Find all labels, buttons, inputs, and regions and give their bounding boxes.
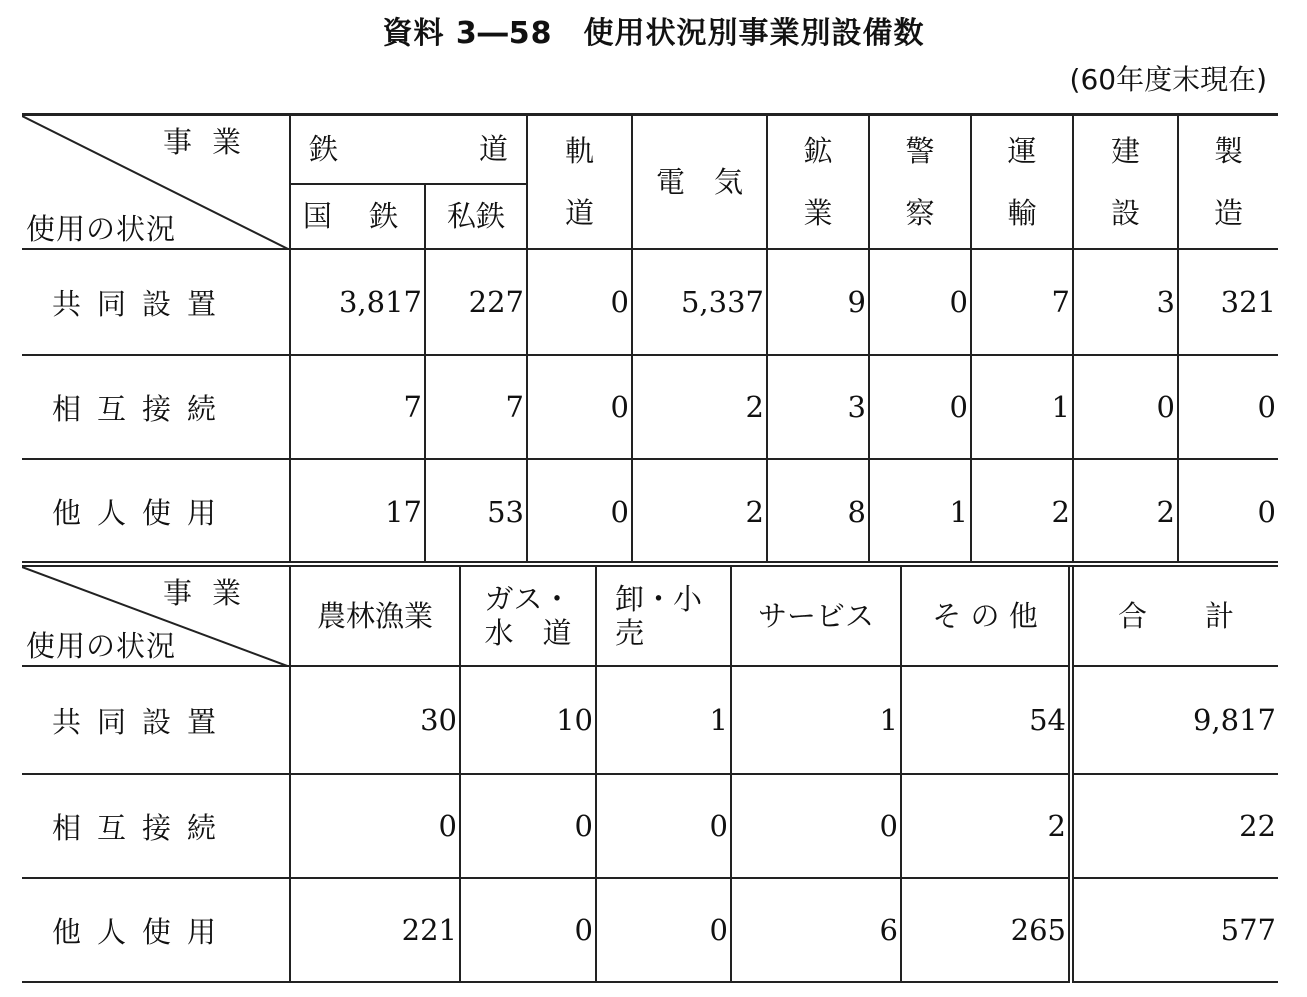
table-cell: 1 — [596, 666, 731, 774]
h-bottom: 設 — [1110, 196, 1140, 230]
table-cell: 0 — [527, 355, 632, 459]
header-other: そ の 他 — [901, 564, 1071, 666]
header-mining — [767, 115, 869, 250]
table-cell: 1 — [971, 355, 1073, 459]
table-cell: 577 — [1071, 878, 1278, 982]
table-cell: 22 — [1071, 774, 1278, 878]
h-top: 製 — [1213, 134, 1243, 168]
header-police — [869, 115, 971, 250]
h-top: 卸・小 — [615, 582, 703, 616]
table-cell: 0 — [1178, 355, 1278, 459]
h-bottom: 業 — [803, 196, 833, 230]
table-cell: 1 — [869, 459, 971, 563]
table-cell: 2 — [1073, 459, 1178, 563]
header-service: サービス — [731, 564, 901, 666]
table-cell: 0 — [596, 878, 731, 982]
table-cell: 53 — [425, 459, 527, 563]
table-cell: 221 — [290, 878, 460, 982]
corner-top-label: 事業 — [162, 576, 261, 610]
table-cell: 17 — [290, 459, 425, 563]
corner-bottom-label: 使用の状況 — [26, 212, 177, 246]
h-top: 建 — [1110, 134, 1140, 168]
table-cell: 265 — [901, 878, 1071, 982]
header-railway-a: 鉄 — [309, 132, 339, 167]
table-cell: 0 — [460, 774, 596, 878]
header-jnr: 国 鉄 — [290, 184, 425, 249]
h-bottom: 輸 — [1007, 196, 1037, 230]
table-cell: 2 — [632, 355, 767, 459]
h-bottom: 売 — [615, 616, 645, 650]
header-agriculture: 農林漁業 — [290, 564, 460, 666]
table-cell: 0 — [869, 249, 971, 355]
header-transport — [971, 115, 1073, 250]
h-top: 鉱 — [803, 134, 833, 168]
row-label: 相互接続 — [22, 774, 290, 878]
table-cell: 3,817 — [290, 249, 425, 355]
table-cell: 7 — [290, 355, 425, 459]
row-label: 他人使用 — [22, 878, 290, 982]
date-note: (60年度末現在) — [1069, 63, 1267, 96]
h-top: 軌 — [564, 134, 594, 168]
table-cell: 30 — [290, 666, 460, 774]
table-cell: 2 — [632, 459, 767, 563]
header-gas-water — [460, 564, 596, 666]
table-cell: 2 — [901, 774, 1071, 878]
table-2 — [22, 561, 1278, 983]
h-top: ガス・ — [484, 582, 572, 616]
table-cell: 3 — [1073, 249, 1178, 355]
table-cell: 0 — [460, 878, 596, 982]
header-wholesale-retail — [596, 564, 731, 666]
table-cell: 0 — [527, 249, 632, 355]
table-cell: 9,817 — [1071, 666, 1278, 774]
h-bottom: 造 — [1213, 196, 1243, 230]
table-cell: 227 — [425, 249, 527, 355]
header-construction — [1073, 115, 1178, 250]
table-cell: 9 — [767, 249, 869, 355]
table-cell: 10 — [460, 666, 596, 774]
table-cell: 321 — [1178, 249, 1278, 355]
header-electric — [632, 115, 767, 250]
row-label: 相互接続 — [22, 355, 290, 459]
table-cell: 54 — [901, 666, 1071, 774]
table-cell: 5,337 — [632, 249, 767, 355]
h-top: 警 — [905, 134, 935, 168]
row-label: 他人使用 — [22, 459, 290, 563]
header-total: 合 計 — [1071, 564, 1278, 666]
table-cell: 0 — [1073, 355, 1178, 459]
table-cell: 0 — [290, 774, 460, 878]
header-railway — [290, 115, 527, 184]
table-cell: 0 — [527, 459, 632, 563]
h-single: 電 気 — [655, 165, 743, 199]
table-cell: 7 — [971, 249, 1073, 355]
corner-cell — [22, 115, 290, 250]
h-bottom: 道 — [564, 196, 594, 230]
header-manufacturing — [1178, 115, 1278, 250]
table-cell: 0 — [731, 774, 901, 878]
header-railway-b: 道 — [478, 132, 508, 167]
table-cell: 1 — [731, 666, 901, 774]
table-cell: 6 — [731, 878, 901, 982]
h-bottom: 水 道 — [484, 616, 572, 650]
table-cell: 8 — [767, 459, 869, 563]
h-bottom: 察 — [905, 196, 935, 230]
h-top: 運 — [1007, 134, 1037, 168]
corner-cell — [22, 564, 290, 666]
table-1 — [22, 113, 1278, 563]
row-label: 共同設置 — [22, 249, 290, 355]
table-cell: 0 — [869, 355, 971, 459]
corner-top-label: 事業 — [162, 125, 261, 159]
page-title: 資料 3―58 使用状況別事業別設備数 — [382, 16, 925, 51]
row-label: 共同設置 — [22, 666, 290, 774]
table-cell: 0 — [596, 774, 731, 878]
table-cell: 7 — [425, 355, 527, 459]
corner-bottom-label: 使用の状況 — [26, 629, 177, 663]
table-cell: 3 — [767, 355, 869, 459]
table-cell: 2 — [971, 459, 1073, 563]
table-cell: 0 — [1178, 459, 1278, 563]
header-private-rail: 私鉄 — [425, 184, 527, 249]
header-tramway — [527, 115, 632, 250]
